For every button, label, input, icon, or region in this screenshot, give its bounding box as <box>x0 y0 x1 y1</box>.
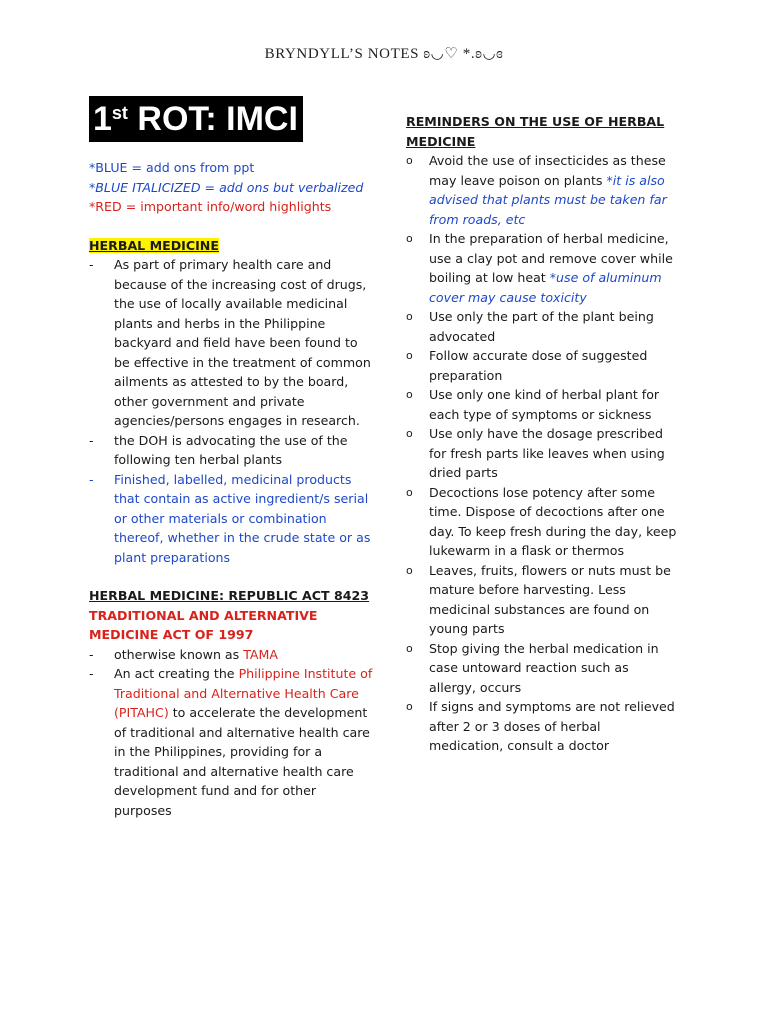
ra-item <box>89 645 374 665</box>
herbal-list <box>89 255 374 567</box>
reminder-item: o Decoctions lose potency after some time. Dispose of decoctions after one day. To keep fresh during the day, keep lukewarm in a flask or thermos <box>406 483 678 561</box>
reminders-heading: REMINDERS ON THE USE OF HERBAL MEDICINE <box>406 114 665 149</box>
ra-item-red: TAMA <box>243 646 279 662</box>
herbal-heading-text: HERBAL MEDICINE <box>89 237 219 253</box>
page-header: BRYNDYLL’S NOTES ʚ◡♡ *.ʚ◡ɞ <box>264 46 504 62</box>
ra-item-text: An act creating the <box>114 666 239 681</box>
herbal-item: - As part of primary health care and because of the increasing cost of drugs, the use of locally available medicinal plants and herbs in the Philippine backyard and field have been found to be effective in the treatment of common ailments as attested to by the board, other government and private agencies/persons engages in research. <box>89 255 374 431</box>
page-title <box>89 96 303 142</box>
reminder-item: o Stop giving the herbal medication in case untoward reaction such as allergy, occurs <box>406 639 678 698</box>
title-number: 1 <box>93 100 112 138</box>
right-column <box>406 112 678 756</box>
tama-heading: TRADITIONAL AND ALTERNATIVE MEDICINE ACT OF 1997 <box>89 607 318 642</box>
reminder-item: o Use only the part of the plant being advocated <box>406 307 678 346</box>
ra-item-text: otherwise known as <box>114 646 244 662</box>
republic-act-heading: HERBAL MEDICINE: REPUBLIC ACT 8423 <box>89 588 370 603</box>
ra-item-red: Philippine Institute of Traditional and Alternative Health Care (PITAHC) <box>114 666 373 720</box>
reminders-list <box>406 151 678 756</box>
ra-item <box>89 664 374 820</box>
republic-act-section <box>89 586 374 820</box>
legend-blue-italic: *BLUE ITALICIZED = add ons but verbalized <box>89 179 364 195</box>
herbal-medicine-section <box>89 236 374 568</box>
reminder-item: o Leaves, fruits, flowers or nuts must be mature before harvesting. Less medicinal substances are found on young parts <box>406 561 678 639</box>
left-column <box>89 96 374 820</box>
legend-blue: *BLUE = add ons from ppt <box>89 160 255 175</box>
reminder-item <box>406 151 678 229</box>
title-text: ROT: IMCI <box>127 100 298 138</box>
reminder-item: o Use only have the dosage prescribed for fresh parts like leaves when using dried parts <box>406 424 678 483</box>
herbal-medicine-heading <box>89 236 374 256</box>
title-superscript: st <box>111 103 128 123</box>
ra-list <box>89 645 374 821</box>
color-legend <box>89 158 374 217</box>
legend-red: *RED = important info/word highlights <box>89 199 332 214</box>
reminder-text: In the preparation of herbal medicine, use a clay pot and remove cover while boiling at low heat <box>429 231 673 285</box>
reminder-blue-note: *use of aluminum cover may cause toxicity <box>429 270 662 305</box>
reminder-item <box>406 229 678 307</box>
herbal-item-blue: - Finished, labelled, medicinal products that contain as active ingredient/s serial or other materials or combination thereof, whether in the crude state or as plant preparations <box>89 470 374 568</box>
ra-item-text: to accelerate the development of traditional and alternative health care in the Philippines, providing for a traditional and alternative health care development fund and for other purposes <box>114 705 370 818</box>
reminder-item: o Follow accurate dose of suggested preparation <box>406 346 678 385</box>
reminder-item: o Use only one kind of herbal plant for each type of symptoms or sickness <box>406 385 678 424</box>
reminder-item: o If signs and symptoms are not relieved after 2 or 3 doses of herbal medication, consult a doctor <box>406 697 678 756</box>
reminder-blue-note: *it is also advised that plants must be taken far from roads, etc <box>429 172 667 227</box>
herbal-item: - the DOH is advocating the use of the following ten herbal plants <box>89 431 374 470</box>
reminder-text: Avoid the use of insecticides as these may leave poison on plants <box>429 153 666 188</box>
